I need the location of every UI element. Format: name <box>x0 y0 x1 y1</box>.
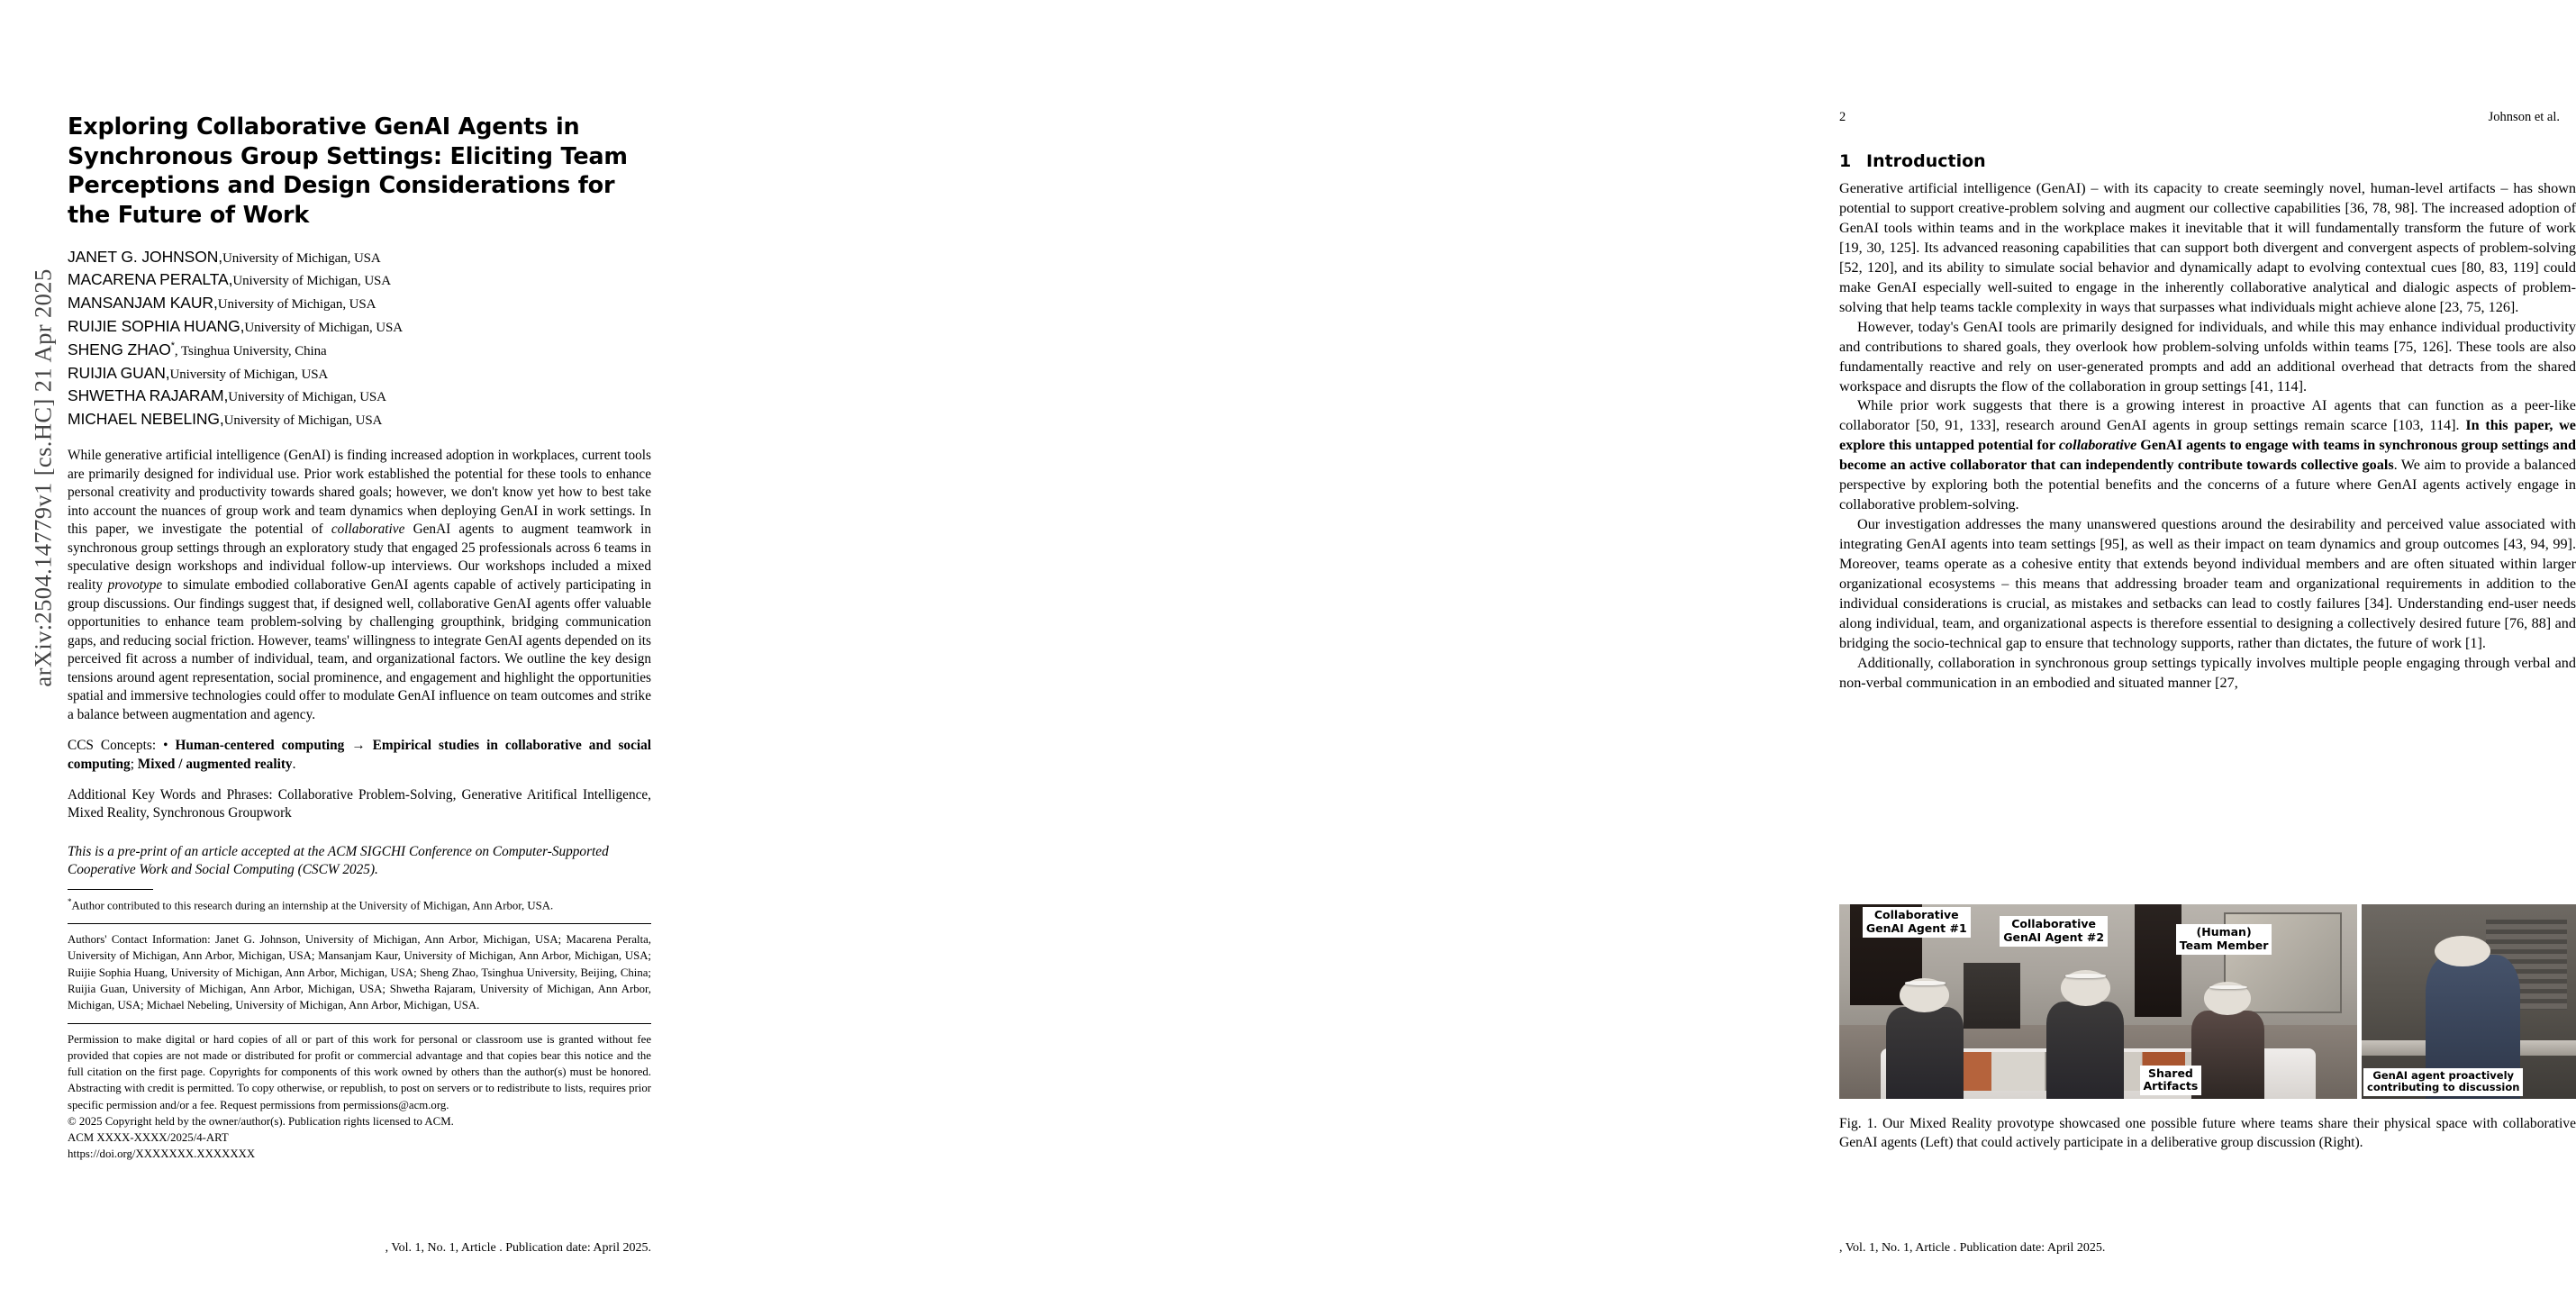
paragraph-p5 <box>1839 654 2576 694</box>
author-list <box>68 246 651 432</box>
avatar-head <box>2204 982 2251 1014</box>
keywords-label: Additional Key Words and Phrases: <box>68 786 273 803</box>
ccs-concepts <box>68 737 651 774</box>
figure-label-human: (Human) Team Member <box>2176 924 2272 955</box>
avatar-body <box>2191 1011 2264 1099</box>
keywords-value: Collaborative Problem-Solving, Generative Aritifical Intelligence, Mixed Reality, Synchronous Groupwork <box>68 786 651 821</box>
introduction-body <box>1839 179 2576 694</box>
title-page <box>0 0 875 1297</box>
agent-avatar-2 <box>2046 970 2124 1099</box>
headset-icon <box>2209 985 2247 990</box>
figure-label-proactive-agent: GenAI agent proactively contributing to discussion <box>2363 1068 2523 1096</box>
human-team-member <box>2191 982 2264 1099</box>
author-entry <box>68 246 651 269</box>
permission-text: Permission to make digital or hard copies of all or part of this work for personal or classroom use is granted without fee provided that copies are not made or distributed for profit or commercial advantage and that copies bear this notice and the full citation on the first page. Copyrights for components of this work owned by others than the author(s) must be honored. Abstracting with credit is permitted. To copy otherwise, or republish, to post on servers or to redistribute to lists, requires prior specific permission and/or a fee. Request permissions from permissions@acm.org. <box>68 1033 651 1111</box>
author-name: MICHAEL NEBELING, <box>68 410 224 429</box>
author-name: SHENG ZHAO <box>68 340 171 358</box>
text-run: collaborative <box>2058 437 2137 454</box>
text-run: While prior work suggests that there is a growing interest in proactive AI agents that can function as a peer-like collaborator [50, 91, 133], research around GenAI agents in group settings remain scarce [103, 114]. <box>1839 397 2576 434</box>
figure-label-shared-artifacts: Shared Artifacts <box>2140 1066 2202 1096</box>
preprint-notice: This is a pre-print of an article accepted at the ACM SIGCHI Conference on Computer-Supported Cooperative Work and Social Computing (CSCW 2025). <box>68 843 609 878</box>
content-page <box>875 0 2576 1297</box>
page-number: 2 <box>1839 110 1846 124</box>
author-entry <box>68 385 651 408</box>
author-entry <box>68 315 651 339</box>
text-run: Additionally, collaboration in synchronous group settings typically involves multiple people engaging through verbal and non-verbal communication in an embodied and situated manner [27, <box>1839 654 2576 691</box>
headset-icon <box>2065 974 2106 978</box>
paragraph-p1 <box>1839 179 2576 318</box>
figure-label-agent-2: Collaborative GenAI Agent #2 <box>2000 916 2108 947</box>
avatar-body <box>2046 1002 2124 1099</box>
author-affiliation: University of Michigan, USA <box>217 297 376 313</box>
ccs-term-primary: Human-centered computing <box>175 738 345 754</box>
author-affiliation: University of Michigan, USA <box>169 367 329 382</box>
figure-number: Fig. 1. <box>1839 1116 1878 1131</box>
gesturing-agent-head <box>2435 936 2490 967</box>
ccs-arrow-icon: → <box>351 738 366 754</box>
ccs-bullet: • <box>163 738 168 754</box>
section-title: Introduction <box>1866 151 1986 171</box>
running-head-authors: Johnson et al. <box>2488 110 2560 124</box>
section-heading-introduction <box>1839 151 2576 171</box>
abstract-emphasis: collaborative <box>331 522 405 538</box>
author-name: SHWETHA RAJARAM, <box>68 386 229 405</box>
section-number: 1 <box>1839 151 1852 171</box>
abstract-text: While generative artificial intelligence (GenAI) is finding increased adoption in workplaces, current tools are primarily designed for individual use. Prior work established the potential for these tools to enhance personal creativity and productivity towards shared goals; however, we don't know yet how to best take into account the nuances of group work and team dynamics when deploying GenAI in work settings. In this paper, we investigate the potential of collaborative GenAI agents to augment teamwork in synchronous group settings through an exploratory study that engaged 25 professionals across 6 teams in speculative design workshops and individual follow-up interviews. Our workshops included a mixed reality provotype to simulate embodied collaborative GenAI agents capable of actively participating in group discussions. Our findings suggest that, if designed well, collaborative GenAI agents offer valuable opportunities to enhance team problem-solving by challenging groupthink, bridging communication gaps, and reducing social friction. However, teams' willingness to integrate GenAI agents depended on its perceived fit across a number of individual, team, and organizational factors. We outline the key design tensions around agent representation, social prominence, and engagement and highlight the opportunities spatial and immersive technologies could offer to modulate GenAI influence on team outcomes and strike a balance between augmentation and agency. <box>68 448 651 722</box>
text-run: GenAI agents to engage with teams in synchronous group settings and become an active collaborator that can independently contribute towards collective goals <box>1839 437 2576 474</box>
author-entry <box>68 268 651 292</box>
figure-1 <box>1839 904 2576 1152</box>
author-affiliation: University of Michigan, USA <box>228 390 386 405</box>
page-footer-right: , Vol. 1, No. 1, Article . Publication date: April 2025. <box>1839 1241 2106 1255</box>
author-affiliation: University of Michigan, USA <box>223 413 383 429</box>
contact-rule <box>68 923 651 924</box>
footnote-text: Author contributed to this research during an internship at the University of Michigan, Ann Arbor, USA. <box>71 899 554 912</box>
figure-panel-right <box>2362 904 2576 1099</box>
ccs-separator: ; <box>130 757 134 772</box>
copyright-line: © 2025 Copyright held by the owner/author(s). Publication rights licensed to ACM. <box>68 1114 454 1128</box>
ccs-term-tertiary: Mixed / augmented reality <box>137 757 293 772</box>
dark-doorway-secondary <box>2135 904 2181 1017</box>
avatar-head <box>1900 978 1949 1011</box>
abstract-emphasis: provotype <box>107 576 163 593</box>
figure-label-agent-1: Collaborative GenAI Agent #1 <box>1863 907 1971 938</box>
avatar-body <box>1886 1007 1964 1099</box>
content-column <box>1839 0 2576 694</box>
headset-icon <box>1905 981 1946 985</box>
author-footnote <box>68 896 651 913</box>
author-name: MACARENA PERALTA, <box>68 270 233 289</box>
text-run: Generative artificial intelligence (GenAI) – with its capacity to create seemingly novel, human-level artifacts – has shown potential to support creative-problem solving and augment our collective capabilities [36, 78, 98]. The increased adoption of GenAI tools within teams and in the workplace makes it inevitable that it will fundamentally transform the future of work [19, 30, 125]. Its advanced reasoning capabilities that can support both divergent and convergent aspects of problem-solving [52, 120], and its ability to simulate social behavior and dynamically adapt to evolving contextual cues [80, 83, 119] could make GenAI especially well-suited to engage in the inherently collaborative analytical and dialogic aspects of problem-solving that help teams tackle complexity in ways that surpasses what individuals might achieve alone [23, 75, 126]. <box>1839 180 2576 315</box>
mixed-reality-room-scene <box>1839 904 2357 1099</box>
figure-image-strip <box>1839 904 2576 1099</box>
text-run: In this paper, we explore this untapped potential for <box>1839 417 2576 454</box>
shelf-unit <box>1964 963 2020 1029</box>
author-affiliation: University of Michigan, USA <box>222 250 381 266</box>
author-name: MANSANJAM KAUR, <box>68 294 218 313</box>
author-name: RUIJIE SOPHIA HUANG, <box>68 316 245 335</box>
text-run: Our investigation addresses the many unanswered questions around the desirability and perceived value associated with integrating GenAI agents into team settings [95], as well as their impact on team dynamics and group outcomes [43, 94, 99]. Moreover, teams operate as a cohesive entity that extends beyond individual members and are often situated within larger organizational ecosystems – this means that addressing broader team and organizational requirements in addition to the individual considerations is crucial, as mistakes and setbacks can lead to costly failures [34]. Understanding end-user needs along individual, team, and organizational aspects is therefore essential to designing a collectively desired future [76, 88] and bridging the socio-technical gap to ensure that technology supports, rather than dictates, the future of work [1]. <box>1839 516 2576 651</box>
avatar-head <box>2061 970 2110 1006</box>
permission-rule <box>68 1023 651 1024</box>
keywords-block <box>68 786 651 823</box>
author-name: JANET G. JOHNSON, <box>68 247 223 266</box>
footnote-rule <box>68 889 153 890</box>
figure-caption <box>1839 1114 2576 1152</box>
paragraph-p2 <box>1839 318 2576 397</box>
ccs-period: . <box>292 757 296 772</box>
arxiv-identifier-stamp: arXiv:2504.14779v1 [cs.HC] 21 Apr 2025 <box>29 268 57 687</box>
author-footnote-marker: * <box>170 340 175 351</box>
authors-contact-information: Authors' Contact Information: Janet G. Johnson, University of Michigan, Ann Arbor, Michigan, USA; Macarena Peralta, University of Michigan, Ann Arbor, Michigan, USA; Mansanjam Kaur, University of Michigan, Ann Arbor, Michigan, USA; Ruijie Sophia Huang, University of Michigan, Ann Arbor, Michigan, USA; Sheng Zhao, Tsinghua University, Beijing, China; Ruijia Guan, University of Michigan, Ann Arbor, Michigan, USA; Shwetha Rajaram, University of Michigan, Ann Arbor, Michigan, USA; Michael Nebeling, University of Michigan, Ann Arbor, Michigan, USA. <box>68 933 651 1011</box>
doi-link[interactable]: https://doi.org/XXXXXXX.XXXXXXX <box>68 1147 256 1161</box>
office-discussion-scene <box>2362 904 2576 1099</box>
page-title: Exploring Collaborative GenAI Agents in Synchronous Group Settings: Eliciting Team Perceptions and Design Considerations for the Future of Work <box>68 113 628 229</box>
page-footer-left: , Vol. 1, No. 1, Article . Publication date: April 2025. <box>385 1241 651 1255</box>
text-run: . We aim to provide a balanced perspective by exploring both the potential benefits and the concerns of a future where GenAI agents actively engage in collaborative problem-solving. <box>1839 457 2576 513</box>
agent-avatar-1 <box>1886 978 1964 1099</box>
author-affiliation: University of Michigan, USA <box>232 274 392 289</box>
author-entry <box>68 408 651 431</box>
figure-caption-text: Our Mixed Reality provotype showcased one possible future where teams share their physical space with collaborative GenAI agents (Left) that could actively participate in a deliberative group discussion (Right). <box>1839 1116 2576 1151</box>
author-entry <box>68 292 651 315</box>
ccs-term-secondary: Empirical studies in collaborative and social computing <box>68 738 652 772</box>
figure-panel-left <box>1839 904 2357 1099</box>
ccs-label: CCS Concepts: <box>68 738 157 754</box>
paragraph-p3 <box>1839 396 2576 515</box>
text-run: However, today's GenAI tools are primarily designed for individuals, and while this may enhance individual productivity and contributions to shared goals, they overlook how problem-solving unfolds within teams [75, 126]. These tools are also fundamentally reactive and rely on user-generated prompts and add an additional overhead that detracts from the shared workspace and disrupts the flow of the collaboration in group settings [41, 114]. <box>1839 318 2576 395</box>
paragraph-p4 <box>1839 515 2576 654</box>
author-entry: SHENG ZHAO*, Tsinghua University, China <box>68 340 327 358</box>
author-entry <box>68 362 651 385</box>
author-affiliation: University of Michigan, USA <box>244 320 403 335</box>
author-name: RUIJIA GUAN, <box>68 363 170 382</box>
acm-reference: ACM XXXX-XXXX/2025/4-ART <box>68 1130 229 1144</box>
author-affiliation: Tsinghua University, China <box>180 343 327 358</box>
title-page-column <box>68 0 651 1162</box>
footnote-star-marker: * <box>68 896 72 906</box>
permission-block <box>68 1031 651 1162</box>
